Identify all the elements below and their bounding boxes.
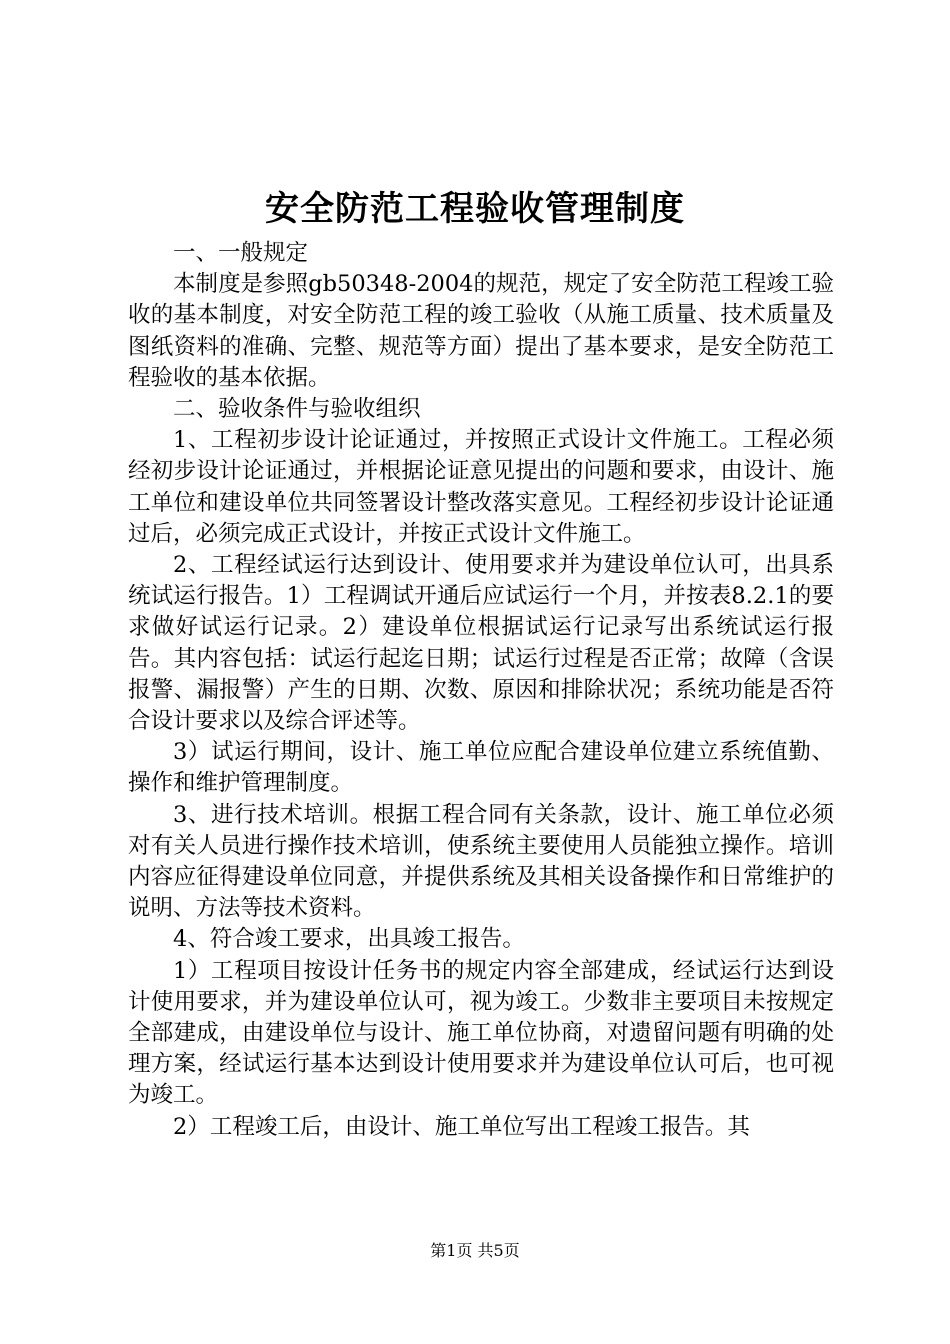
- paragraph-item-2-3: 3）试运行期间，设计、施工单位应配合建设单位建立系统值勤、操作和维护管理制度。: [128, 739, 834, 797]
- document-body: [128, 238, 834, 1143]
- paragraph-item-3: 3、进行技术培训。根据工程合同有关条款，设计、施工单位必须对有关人员进行操作技术培训，使系统主要使用人员能独立操作。培训内容应征得建设单位同意，并提供系统及其相关设备操作和日常维护的说明、方法等技术资料。: [128, 801, 834, 922]
- paragraph-section-heading-1: 一、一般规定: [173, 240, 309, 266]
- paragraph-item-4-2: 2）工程竣工后，由设计、施工单位写出工程竣工报告。其: [173, 1113, 750, 1140]
- paragraph-item-1: 1、工程初步设计论证通过，并按照正式设计文件施工。工程必须经初步设计论证通过，并根据论证意见提出的问题和要求，由设计、施工单位和建设单位共同签署设计整改落实意见。工程经初步设计论证通过后，必须完成正式设计，并按正式设计文件施工。: [128, 427, 834, 547]
- paragraph-item-2: 2、工程经试运行达到设计、使用要求并为建设单位认可，出具系统试运行报告。1）工程调试开通后应试运行一个月，并按表8.2.1的要求做好试运行记录。2）建设单位根据试运行记录写出系统试运行报告。其内容包括：试运行起迄日期；试运行过程是否正常；故障（含误报警、漏报警）产生的日期、次数、原因和排除状况；系统功能是否符合设计要求以及综合评述等。: [128, 552, 834, 735]
- document-title: 安全防范工程验收管理制度: [265, 189, 685, 229]
- page-number-footer: 第1页 共5页: [430, 1241, 520, 1260]
- paragraph-item-4-1: 1）工程项目按设计任务书的规定内容全部建成，经试运行达到设计使用要求，并为建设单位认可，视为竣工。少数非主要项目未按规定全部建成，由建设单位与设计、施工单位协商，对遗留问题有明确的处理方案，经试运行基本达到设计使用要求并为建设单位认可后，也可视为竣工。: [128, 957, 834, 1109]
- paragraph-intro: 本制度是参照gb50348-2004的规范，规定了安全防范工程竣工验收的基本制度，对安全防范工程的竣工验收（从施工质量、技术质量及图纸资料的准确、完整、规范等方面）提出了基本要求，是安全防范工程验收的基本依据。: [128, 271, 834, 391]
- paragraph-item-4: 4、符合竣工要求，出具竣工报告。: [173, 926, 525, 953]
- paragraph-section-heading-2: 二、验收条件与验收组织: [173, 396, 421, 423]
